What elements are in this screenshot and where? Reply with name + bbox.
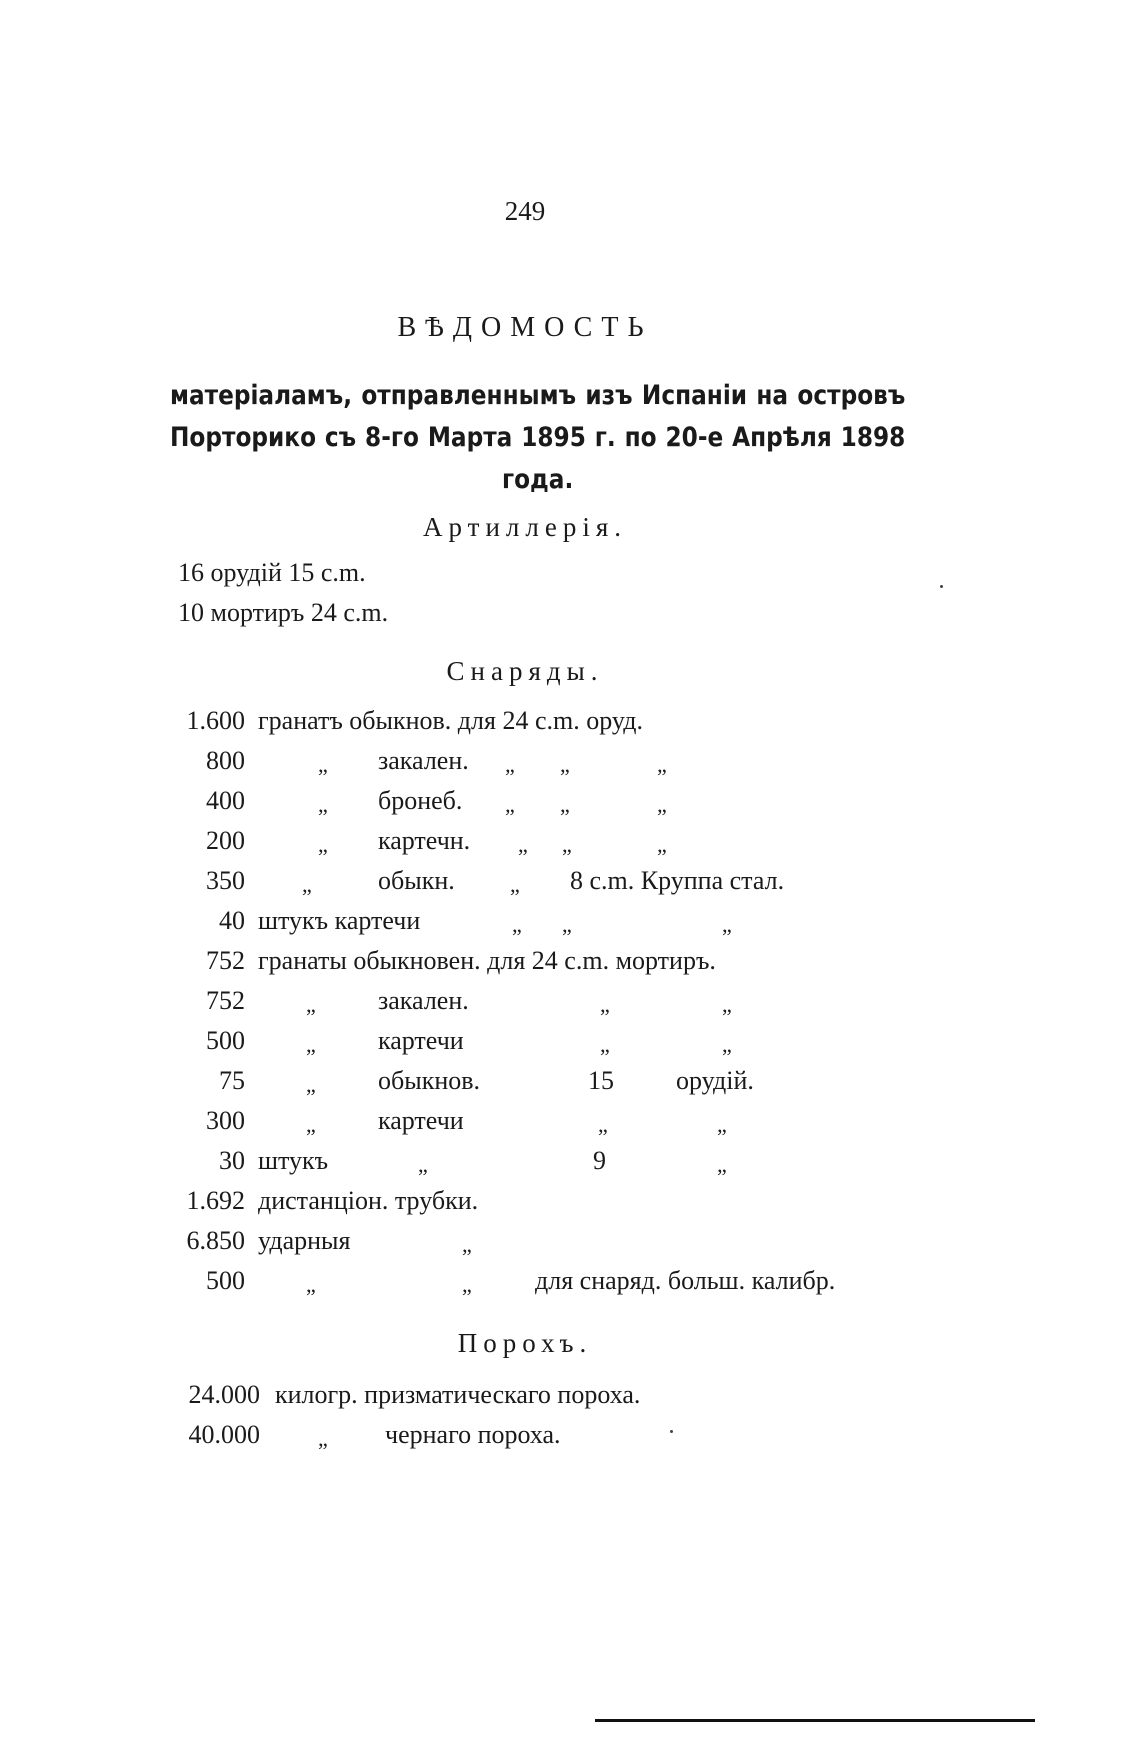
ditto-mark: „ [306, 1072, 316, 1097]
bottom-rule [595, 1719, 1035, 1722]
ditto-mark: „ [318, 792, 328, 817]
shell-description: бронеб. [378, 786, 463, 815]
ditto-mark: „ [722, 912, 732, 937]
shell-quantity: 1.692 [186, 1186, 245, 1215]
artillery-row: 10 мортиръ 24 c.m. [178, 598, 389, 627]
shell-description: 15 [588, 1066, 614, 1095]
ditto-mark: „ [717, 1152, 727, 1177]
shell-description: штукъ картечи [258, 906, 421, 935]
shell-quantity: 75 [219, 1066, 245, 1095]
ditto-mark: „ [560, 792, 570, 817]
shell-quantity: 6.850 [186, 1226, 245, 1255]
shell-description: орудій. [676, 1066, 754, 1095]
ditto-mark: „ [657, 832, 667, 857]
ditto-mark: „ [562, 832, 572, 857]
shell-description: 8 c.m. Круппа стал. [570, 866, 785, 895]
ditto-mark: „ [722, 1032, 732, 1057]
shell-quantity: 500 [206, 1026, 245, 1055]
powder-description: килогр. призматическаго пороха. [275, 1380, 641, 1409]
page-number: 249 [504, 196, 546, 226]
ditto-mark: „ [717, 1112, 727, 1137]
ditto-mark: „ [657, 792, 667, 817]
shell-quantity: 752 [206, 946, 245, 975]
document-heading: ВѢДОМОСТЬ [397, 312, 653, 343]
shells-section-title: Снаряды. [446, 656, 604, 686]
ditto-mark: „ [657, 752, 667, 777]
powder-section-title: Порохъ. [457, 1328, 593, 1358]
ditto-mark: „ [318, 1426, 328, 1451]
shell-quantity: 40 [219, 906, 245, 935]
scan-speck [940, 585, 943, 588]
ditto-mark: „ [512, 912, 522, 937]
document-subtitle: матеріаламъ, отправленнымъ изъ Испаніи на островъ Порторико съ 8-го Марта 1895 г. по 20-е Апрѣля 1898 года. [170, 380, 906, 495]
shell-description: картечи [378, 1026, 464, 1055]
shell-description: штукъ [258, 1146, 329, 1175]
shell-description: 9 [593, 1146, 606, 1175]
shell-quantity: 300 [206, 1106, 245, 1135]
ditto-mark: „ [306, 992, 316, 1017]
shell-description: обыкнов. [378, 1066, 481, 1095]
scan-speck [670, 1430, 673, 1433]
artillery-row: 16 орудій 15 c.m. [178, 558, 366, 587]
shell-description: закален. [378, 746, 469, 775]
powder-quantity: 24.000 [188, 1380, 260, 1409]
shell-quantity: 500 [206, 1266, 245, 1295]
powder-description: чернаго пороха. [385, 1420, 561, 1449]
shell-quantity: 30 [219, 1146, 245, 1175]
shell-description: гранаты обыкновен. для 24 c.m. мортиръ. [258, 946, 716, 975]
artillery-section-title: Артиллерія. [423, 512, 627, 542]
shell-quantity: 752 [206, 986, 245, 1015]
shell-quantity: 350 [206, 866, 245, 895]
shell-quantity: 400 [206, 786, 245, 815]
ditto-mark: „ [505, 752, 515, 777]
shell-description: ударныя [258, 1226, 351, 1255]
shell-description: картечи [378, 1106, 464, 1135]
ditto-mark: „ [600, 1032, 610, 1057]
shell-description: закален. [378, 986, 469, 1015]
ditto-mark: „ [462, 1272, 472, 1297]
powder-quantity: 40.000 [188, 1420, 260, 1449]
ditto-mark: „ [302, 872, 312, 897]
ditto-mark: „ [505, 792, 515, 817]
ditto-mark: „ [518, 832, 528, 857]
ditto-mark: „ [600, 992, 610, 1017]
ditto-mark: „ [510, 872, 520, 897]
ditto-mark: „ [560, 752, 570, 777]
ditto-mark: „ [306, 1272, 316, 1297]
ditto-mark: „ [306, 1112, 316, 1137]
shell-description: картечн. [378, 826, 471, 855]
shell-quantity: 200 [206, 826, 245, 855]
shell-quantity: 1.600 [186, 706, 245, 735]
ditto-mark: „ [418, 1152, 428, 1177]
ditto-mark: „ [318, 832, 328, 857]
ditto-mark: „ [562, 912, 572, 937]
shell-description: для снаряд. больш. калибр. [535, 1266, 836, 1295]
shell-description: дистанціон. трубки. [258, 1186, 479, 1215]
shell-quantity: 800 [206, 746, 245, 775]
ditto-mark: „ [306, 1032, 316, 1057]
ditto-mark: „ [598, 1112, 608, 1137]
ditto-mark: „ [462, 1232, 472, 1257]
shell-description: гранатъ обыкнов. для 24 c.m. оруд. [258, 706, 643, 735]
ditto-mark: „ [722, 992, 732, 1017]
shell-description: обыкн. [378, 866, 455, 895]
ditto-mark: „ [318, 752, 328, 777]
